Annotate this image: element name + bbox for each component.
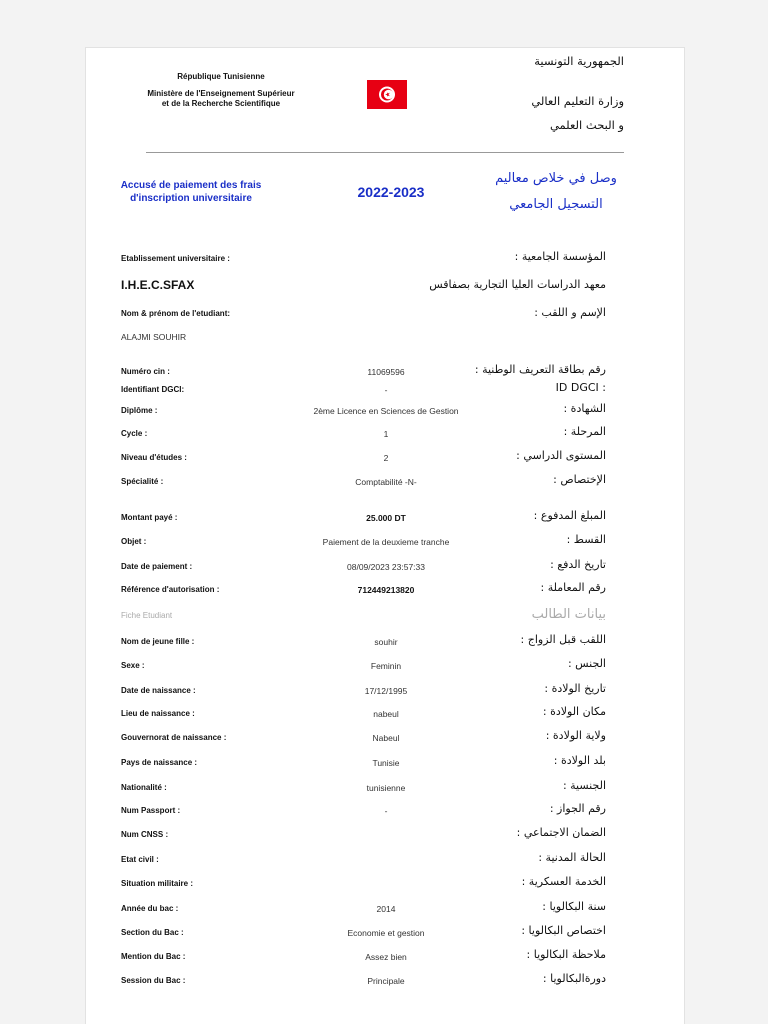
field-label-fr: Section du Bac : (121, 928, 184, 937)
field-label-fr: Mention du Bac : (121, 952, 186, 961)
field-row (86, 533, 686, 551)
field-row (86, 779, 686, 797)
establishment-label-ar: المؤسسة الجامعية : (514, 250, 606, 263)
receipt-title-ar (476, 166, 636, 218)
tunisia-flag-icon (367, 80, 407, 109)
field-value: 2 (383, 453, 389, 463)
ministry-ar-line2: و البحث العلمي (549, 118, 624, 132)
field-label-fr: Année du bac : (121, 904, 179, 913)
field-label-fr: Montant payé : (121, 513, 178, 522)
field-label-ar: المبلغ المدفوع : (533, 509, 606, 522)
republic-fr: République Tunisienne (177, 72, 265, 81)
field-row (86, 607, 686, 625)
field-value: Paiement de la deuxieme tranche (322, 537, 450, 547)
student-name-row (86, 332, 686, 350)
field-value: 17/12/1995 (364, 686, 408, 696)
field-row (86, 900, 686, 918)
field-label-fr: Sexe : (121, 661, 145, 670)
field-label-ar: بلد الولادة : (553, 754, 606, 767)
field-value: - (384, 385, 388, 395)
establishment-label-fr: Etablissement universitaire : (121, 254, 230, 263)
ministry-fr-line1: Ministère de l'Enseignement Supérieur (147, 89, 295, 98)
field-row (86, 754, 686, 772)
field-label-fr: Numéro cin : (121, 367, 170, 376)
field-row (86, 802, 686, 820)
receipt-title-ar-line2: التسجيل الجامعي (509, 197, 603, 212)
field-label-fr: Nationalité : (121, 783, 167, 792)
field-label-fr: Objet : (121, 537, 147, 546)
field-value: souhir (374, 637, 398, 647)
field-label-fr: Date de paiement : (121, 562, 193, 571)
field-label-fr: Diplôme : (121, 406, 158, 415)
establishment-label-row (86, 250, 686, 268)
field-row (86, 363, 686, 381)
field-label-ar: ولاية الولادة : (545, 729, 606, 742)
establishment-code: I.H.E.C.SFAX (121, 278, 195, 292)
field-label-ar: المستوى الدراسي : (516, 449, 606, 462)
field-label-fr: Gouvernorat de naissance : (121, 733, 227, 742)
field-value: Comptabilité -N- (355, 477, 417, 487)
field-value: Assez bien (365, 952, 407, 962)
receipt-title-fr (116, 179, 266, 205)
field-value: 1 (383, 429, 389, 439)
field-row (86, 851, 686, 869)
field-row (86, 875, 686, 893)
field-row (86, 729, 686, 747)
field-value: Economie et gestion (347, 928, 425, 938)
field-label-ar: ملاحظة البكالويا : (526, 948, 606, 961)
field-value: nabeul (373, 709, 399, 719)
field-row (86, 924, 686, 942)
field-row (86, 826, 686, 844)
field-label-ar: الجنسية : (562, 779, 606, 792)
field-row (86, 705, 686, 723)
field-row (86, 972, 686, 990)
field-row (86, 402, 686, 420)
establishment-name-ar: معهد الدراسات العليا التجارية بصفاقس (429, 278, 606, 291)
establishment-value-row (86, 278, 686, 296)
ministry-ar-line1: وزارة التعليم العالي (531, 94, 624, 108)
field-value: Tunisie (372, 758, 400, 768)
french-header (136, 72, 306, 109)
field-label-ar: المرحلة : (563, 425, 606, 438)
field-row (86, 558, 686, 576)
field-value: - (384, 806, 388, 816)
field-label-fr: Num Passport : (121, 806, 181, 815)
field-label-fr: Situation militaire : (121, 879, 194, 888)
student-name: ALAJMI SOUHIR (121, 332, 187, 342)
field-value: 25.000 DT (366, 513, 406, 523)
field-row (86, 473, 686, 491)
field-label-ar: القسط : (566, 533, 606, 546)
field-label-ar: بيانات الطالب (531, 607, 606, 622)
field-label-fr: Lieu de naissance : (121, 709, 195, 718)
field-label-fr: Cycle : (121, 429, 148, 438)
field-label-fr: Niveau d'études : (121, 453, 187, 462)
field-label-ar: رقم بطاقة التعريف الوطنية : (474, 363, 606, 376)
field-label-fr: Nom de jeune fille : (121, 637, 195, 646)
ministry-fr-line2: et de la Recherche Scientifique (161, 99, 281, 108)
field-label-fr: Spécialité : (121, 477, 164, 486)
receipt-title-ar-line1: وصل في خلاص معاليم (495, 171, 617, 186)
field-label-ar: الشهادة : (563, 402, 606, 415)
field-label-ar: الإختصاص : (553, 473, 606, 486)
field-label-ar: الحالة المدنية : (538, 851, 606, 864)
field-label-ar: الجنس : (567, 657, 606, 670)
field-label-ar: مكان الولادة : (542, 705, 606, 718)
field-label-fr: Session du Bac : (121, 976, 186, 985)
field-label-ar: رقم المعاملة : (540, 581, 606, 594)
field-value: Principale (367, 976, 405, 986)
field-label-ar: الضمان الاجتماعي : (516, 826, 606, 839)
field-label-fr: Num CNSS : (121, 830, 169, 839)
field-label-fr: Etat civil : (121, 855, 159, 864)
field-label-ar: رقم الجواز : (549, 802, 606, 815)
field-label-fr: Date de naissance : (121, 686, 196, 695)
field-label-ar: دورةالبكالويا : (542, 972, 606, 985)
student-label-fr: Nom & prénom de l'etudiant: (121, 309, 231, 318)
field-label-ar: : ID DGCI (555, 381, 606, 394)
receipt-title-fr-line1: Accusé de paiement des frais (120, 180, 262, 191)
field-label-ar: الخدمة العسكرية : (521, 875, 606, 888)
republic-ar: الجمهورية التونسية (534, 54, 624, 68)
field-label-fr: Fiche Etudiant (121, 611, 173, 620)
field-value: tunisienne (366, 783, 406, 793)
field-label-ar: تاريخ الدفع : (550, 558, 606, 571)
field-value: 2ème Licence en Sciences de Gestion (313, 406, 459, 416)
field-label-ar: اللقب قبل الزواج : (520, 633, 606, 646)
academic-year: 2022-2023 (357, 184, 425, 200)
field-label-ar: سنة البكالويا : (542, 900, 606, 913)
field-value: 2014 (376, 904, 396, 914)
field-row (86, 425, 686, 443)
field-row (86, 581, 686, 599)
field-value: 08/09/2023 23:57:33 (347, 562, 425, 572)
field-row (86, 633, 686, 651)
field-row (86, 381, 686, 399)
field-row (86, 449, 686, 467)
field-label-fr: Référence d'autorisation : (121, 585, 220, 594)
field-label-ar: اختصاص البكالويا : (521, 924, 606, 937)
field-value: Nabeul (372, 733, 400, 743)
field-value: 11069596 (367, 367, 405, 377)
field-label-ar: تاريخ الولادة : (544, 682, 606, 695)
field-value: Feminin (370, 661, 402, 671)
field-row (86, 682, 686, 700)
field-row (86, 509, 686, 527)
field-row (86, 948, 686, 966)
field-label-fr: Pays de naissance : (121, 758, 198, 767)
receipt-page (85, 47, 685, 1024)
field-value: 712449213820 (357, 585, 415, 595)
student-label-ar: الإسم و اللقب : (534, 306, 606, 319)
student-label-row (86, 306, 686, 324)
header-divider (146, 152, 624, 153)
field-row (86, 657, 686, 675)
field-label-fr: Identifiant DGCI: (121, 385, 185, 394)
receipt-title-fr-line2: d'inscription universitaire (130, 193, 252, 204)
